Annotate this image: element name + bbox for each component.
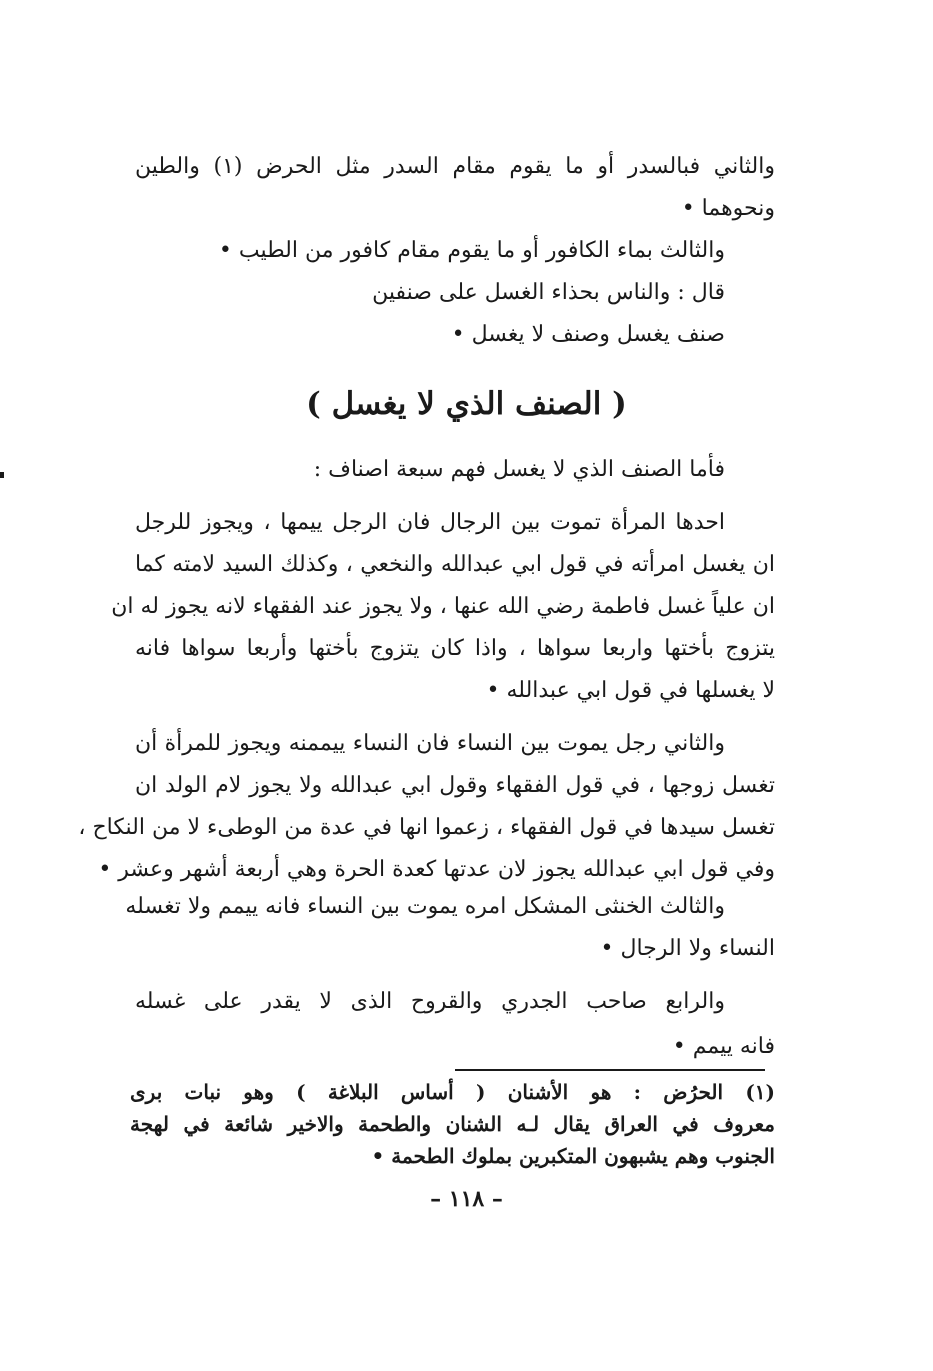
text-line: ونحوهما •	[681, 196, 775, 221]
paragraph-line: لا يغسلها في قول ابي عبدالله •	[486, 678, 775, 703]
paragraph-line: ان علياً غسل فاطمة رضي الله عنها ، ولا يجوز عند الفقهاء لانه يجوز له ان	[111, 594, 775, 619]
footnote-line: الجنوب وهم يشبهون المتكبرين بملوك الطحمة •	[371, 1144, 775, 1168]
footnote-separator	[455, 1069, 765, 1071]
paragraph-line: وفي قول ابي عبدالله يجوز لان عدتها كعدة الحرة وهي أربعة أشهر وعشر •	[98, 857, 775, 882]
section-lead: فأما الصنف الذي لا يغسل فهم سبعة اصناف :	[313, 457, 725, 482]
text-line: والثالث بماء الكافور أو ما يقوم مقام كافور من الطيب •	[218, 238, 725, 263]
scan-mark	[0, 472, 4, 478]
section-heading: ( الصنف الذي لا يغسل )	[306, 386, 627, 422]
paragraph-line: تغسل زوجها ، في قول الفقهاء وقول ابي عبدالله ولا يجوز لام الولد ان	[135, 773, 775, 798]
paragraph-line: والثاني رجل يموت بين النساء فان النساء ييممنه ويجوز للمرأة أن	[135, 731, 726, 756]
paragraph-line: والثالث الخنثى المشكل امره يموت بين النساء فانه ييمم ولا تغسله	[125, 894, 725, 919]
text-line: والثاني فبالسدر أو ما يقوم مقام السدر مثل الحرض (١) والطين	[135, 154, 775, 179]
footnote-line: معروف في العراق يقال لـه الشنان والطحمة والاخير شائعة في لهجة	[130, 1112, 775, 1136]
text-line: قال : والناس بحذاء الغسل على صنفين	[372, 280, 725, 305]
text-line: صنف يغسل وصنف لا يغسل •	[451, 322, 725, 347]
page-number: – ١١٨ –	[430, 1186, 503, 1212]
paragraph-line: ان يغسل امرأته في قول ابي عبدالله والنخعي ، وكذلك السيد لامته كما	[135, 552, 775, 577]
paragraph-line: النساء ولا الرجال •	[600, 936, 775, 961]
paragraph-line: فانه ييمم •	[672, 1034, 775, 1059]
paragraph-line: احدها المرأة تموت بين الرجال فان الرجل ييمها ، ويجوز للرجل	[135, 510, 725, 535]
paragraph-line: تغسل سيدها في قول الفقهاء ، زعموا انها في عدة من الوطىء لا من النكاح ،	[78, 815, 775, 840]
footnote-line: (١) الحرُض : هو الأشنان ( أساس البلاغة ) وهو نبات برى	[130, 1080, 775, 1104]
paragraph-line: يتزوج بأختها واربعا سواها ، واذا كان يتزوج بأختها وأربعا سواها فانه	[135, 636, 775, 661]
paragraph-line: والرابع صاحب الجدري والقروح الذى لا يقدر على غسله	[135, 989, 725, 1014]
